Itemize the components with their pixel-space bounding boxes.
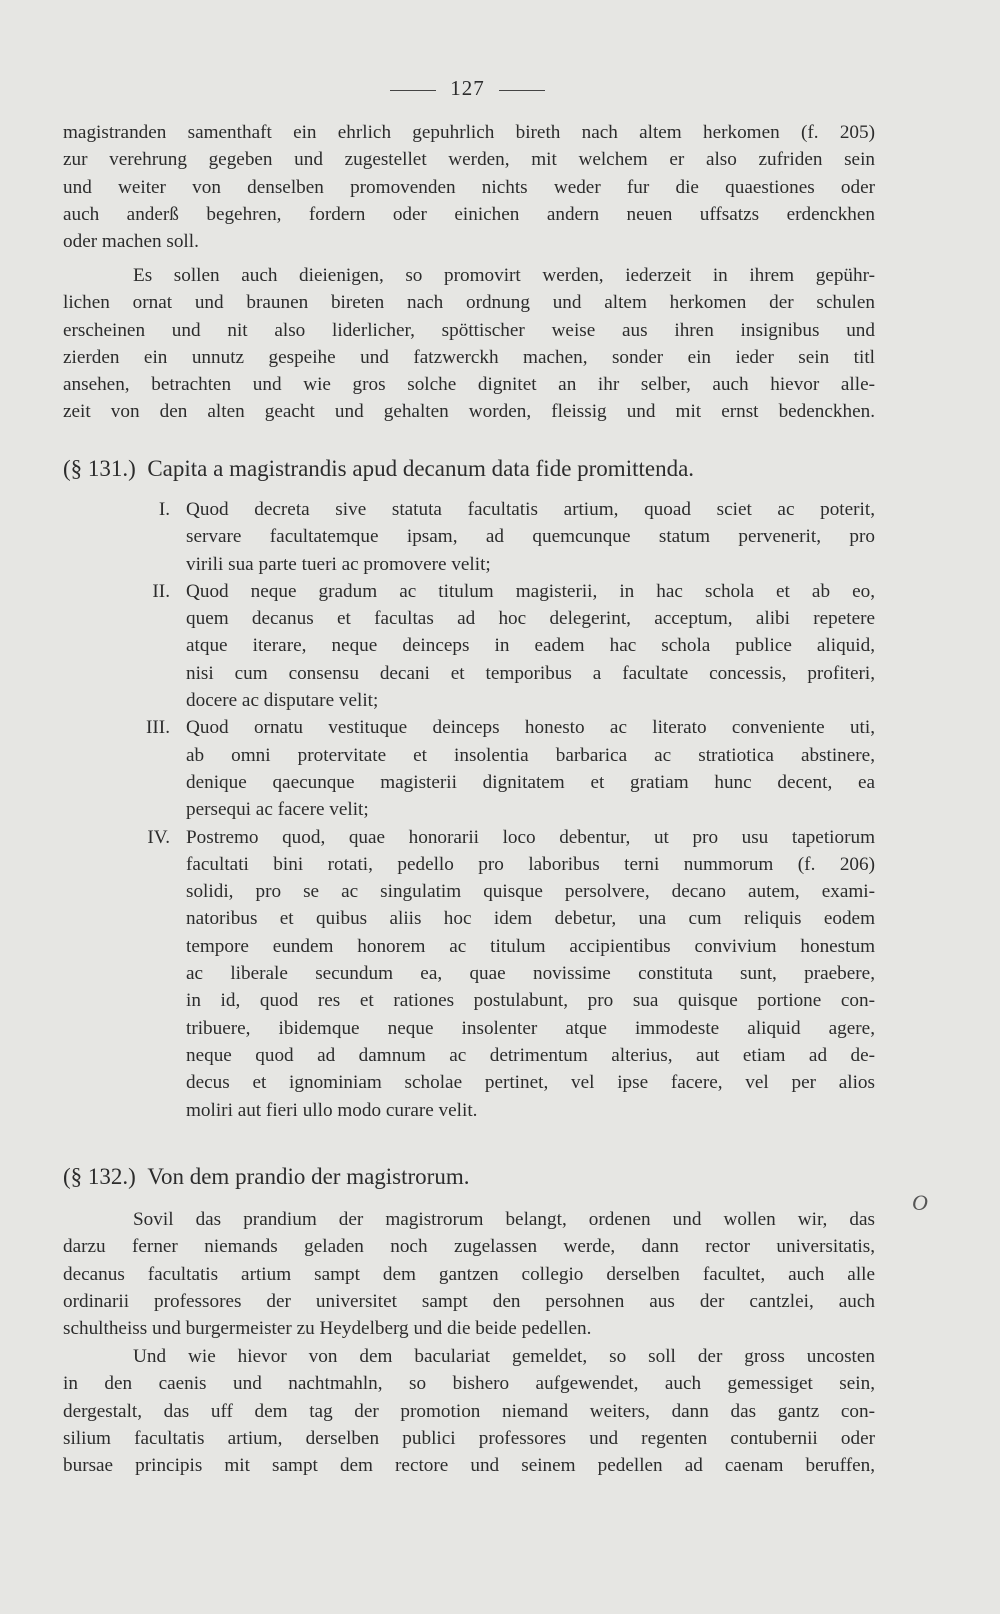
- item-number: IV.: [147, 826, 170, 848]
- text-line: virili sua parte tueri ac promovere velit;: [186, 553, 491, 575]
- text-line: natoribus et quibus aliis hoc idem debetur, una cum reliquis eodem: [186, 908, 875, 930]
- text-line: Sovil das prandium der magistrorum belangt, ordenen und wollen wir, das: [133, 1209, 875, 1230]
- text-line: und weiter von denselben promovenden nichts weder fur die quaestiones oder: [63, 176, 875, 198]
- text-line: tribuere, ibidemque neque insolenter atque immodeste aliquid agere,: [186, 1017, 875, 1039]
- text-line: ac liberale secundum ea, quae novissime constituta sunt, praebere,: [186, 963, 875, 985]
- page-number: [0, 76, 935, 101]
- paragraph-132-b: [63, 1343, 875, 1479]
- text-line: Es sollen auch dieienigen, so promovirt werden, iederzeit in ihrem gepühr-: [133, 265, 875, 286]
- text-line: quem decanus et facultas ad hoc delegerint, acceptum, alibi repetere: [186, 608, 875, 630]
- text-line: servare facultatemque ipsam, ad quemcunque statum pervenerit, pro: [186, 526, 875, 548]
- section-number: (§ 131.): [63, 456, 136, 481]
- text-line: zeit von den alten geacht und gehalten worden, fleissig und mit ernst bedenckhen.: [63, 401, 875, 423]
- text-line: silium facultatis artium, derselben publici professores und regenten contubernii oder: [63, 1427, 875, 1449]
- text-line: in id, quod res et rationes postulabunt, pro sua quisque portione con-: [186, 990, 875, 1012]
- text-line: persequi ac facere velit;: [186, 799, 369, 821]
- text-line: bursae principis mit sampt dem rectore und seinem pedellen ad caenam beruffen,: [63, 1455, 875, 1477]
- text-line: neque quod ad damnum ac detrimentum alterius, aut etiam ad de-: [186, 1044, 875, 1066]
- page-number-text: 127: [450, 76, 485, 100]
- text-line: Quod decreta sive statuta facultatis artium, quoad sciet ac poterit,: [186, 499, 875, 520]
- text-line: tempore eundem honorem ac titulum accipientibus convivium honestum: [186, 935, 875, 957]
- text-line: Und wie hievor von dem baculariat gemeldet, so soll der gross uncosten: [133, 1346, 875, 1367]
- text-line: docere ac disputare velit;: [186, 690, 379, 712]
- intro-paragraph: [63, 119, 875, 255]
- section-131-heading: [63, 456, 694, 482]
- item-list: [132, 496, 875, 1124]
- list-item: [132, 578, 875, 714]
- section-number: (§ 132.): [63, 1164, 136, 1189]
- text-line: ordinarii professores der universitet sampt den persohnen aus der cantzlei, auch: [63, 1290, 875, 1312]
- text-line: decus et ignominiam scholae pertinet, vel ipse facere, vel per alios: [186, 1072, 875, 1094]
- text-line: magistranden samenthaft ein ehrlich gepuhrlich bireth nach altem herkomen (f. 205): [63, 122, 875, 143]
- text-line: Postremo quod, quae honorarii loco debentur, ut pro usu tapetiorum: [186, 826, 875, 848]
- item-number: I.: [158, 499, 170, 520]
- text-line: auch anderß begehren, fordern oder einichen andern neuen uffsatzs erdenckhen: [63, 203, 875, 225]
- text-line: lichen ornat und braunen bireten nach ordnung und altem herkomen der schulen: [63, 292, 875, 314]
- second-paragraph: [63, 262, 875, 426]
- text-line: Quod ornatu vestituque deinceps honesto ac literato conveniente uti,: [186, 717, 875, 739]
- list-item: [132, 824, 875, 1124]
- text-line: darzu ferner niemands geladen noch zugelassen werde, dann rector universitatis,: [63, 1236, 875, 1258]
- list-item: [132, 714, 875, 823]
- text-line: zur verehrung gegeben und zugestellet werden, mit welchem er also zufriden sein: [63, 149, 875, 171]
- margin-mark: O: [912, 1190, 928, 1215]
- text-line: Quod neque gradum ac titulum magisterii, in hac schola et ab eo,: [186, 580, 875, 602]
- text-line: ab omni protervitate et insolentia barbarica ac stratiotica abstinere,: [186, 744, 875, 766]
- item-number: II.: [152, 580, 170, 602]
- text-line: ansehen, betrachten und wie gros solche dignitet an ihr selber, auch hievor alle-: [63, 374, 875, 396]
- text-line: schultheiss und burgermeister zu Heydelberg und die beide pedellen.: [63, 1318, 592, 1340]
- text-line: nisi cum consensu decani et temporibus a facultate concessis, profiteri,: [186, 662, 875, 684]
- text-line: moliri aut fieri ullo modo curare velit.: [186, 1099, 478, 1121]
- dash-left: [390, 90, 436, 91]
- list-item: [132, 496, 875, 578]
- section-title: Capita a magistrandis apud decanum data fide promittenda.: [147, 456, 695, 481]
- text-line: solidi, pro se ac singulatim quisque persolvere, decano autem, exami-: [186, 881, 875, 903]
- text-line: facultati bini rotati, pedello pro laboribus terni nummorum (f. 206): [186, 853, 875, 875]
- text-line: zierden ein unnutz gespeihe und fatzwerckh machen, sonder ein ieder sein titl: [63, 346, 875, 368]
- text-line: oder machen soll.: [63, 231, 199, 253]
- item-number: III.: [146, 717, 170, 739]
- paragraph-132-a: [63, 1206, 875, 1342]
- text-line: in den caenis und nachtmahln, so bishero aufgewendet, auch gemessiget sein,: [63, 1373, 875, 1395]
- section-title: Von dem prandio der magistrorum.: [147, 1164, 470, 1189]
- dash-right: [499, 90, 545, 91]
- text-line: erscheinen und nit also liderlicher, spöttischer weise aus ihren insignibus und: [63, 319, 875, 341]
- text-line: decanus facultatis artium sampt dem gantzen collegio derselben facultet, auch alle: [63, 1263, 875, 1285]
- section-132-heading: [63, 1164, 470, 1190]
- text-line: denique qaecunque magisterii dignitatem et gratiam hunc decent, ea: [186, 771, 875, 793]
- text-line: dergestalt, das uff dem tag der promotion niemand weiters, dann das gantz con-: [63, 1400, 875, 1422]
- text-line: atque iterare, neque deinceps in eadem hac schola publice aliquid,: [186, 635, 875, 657]
